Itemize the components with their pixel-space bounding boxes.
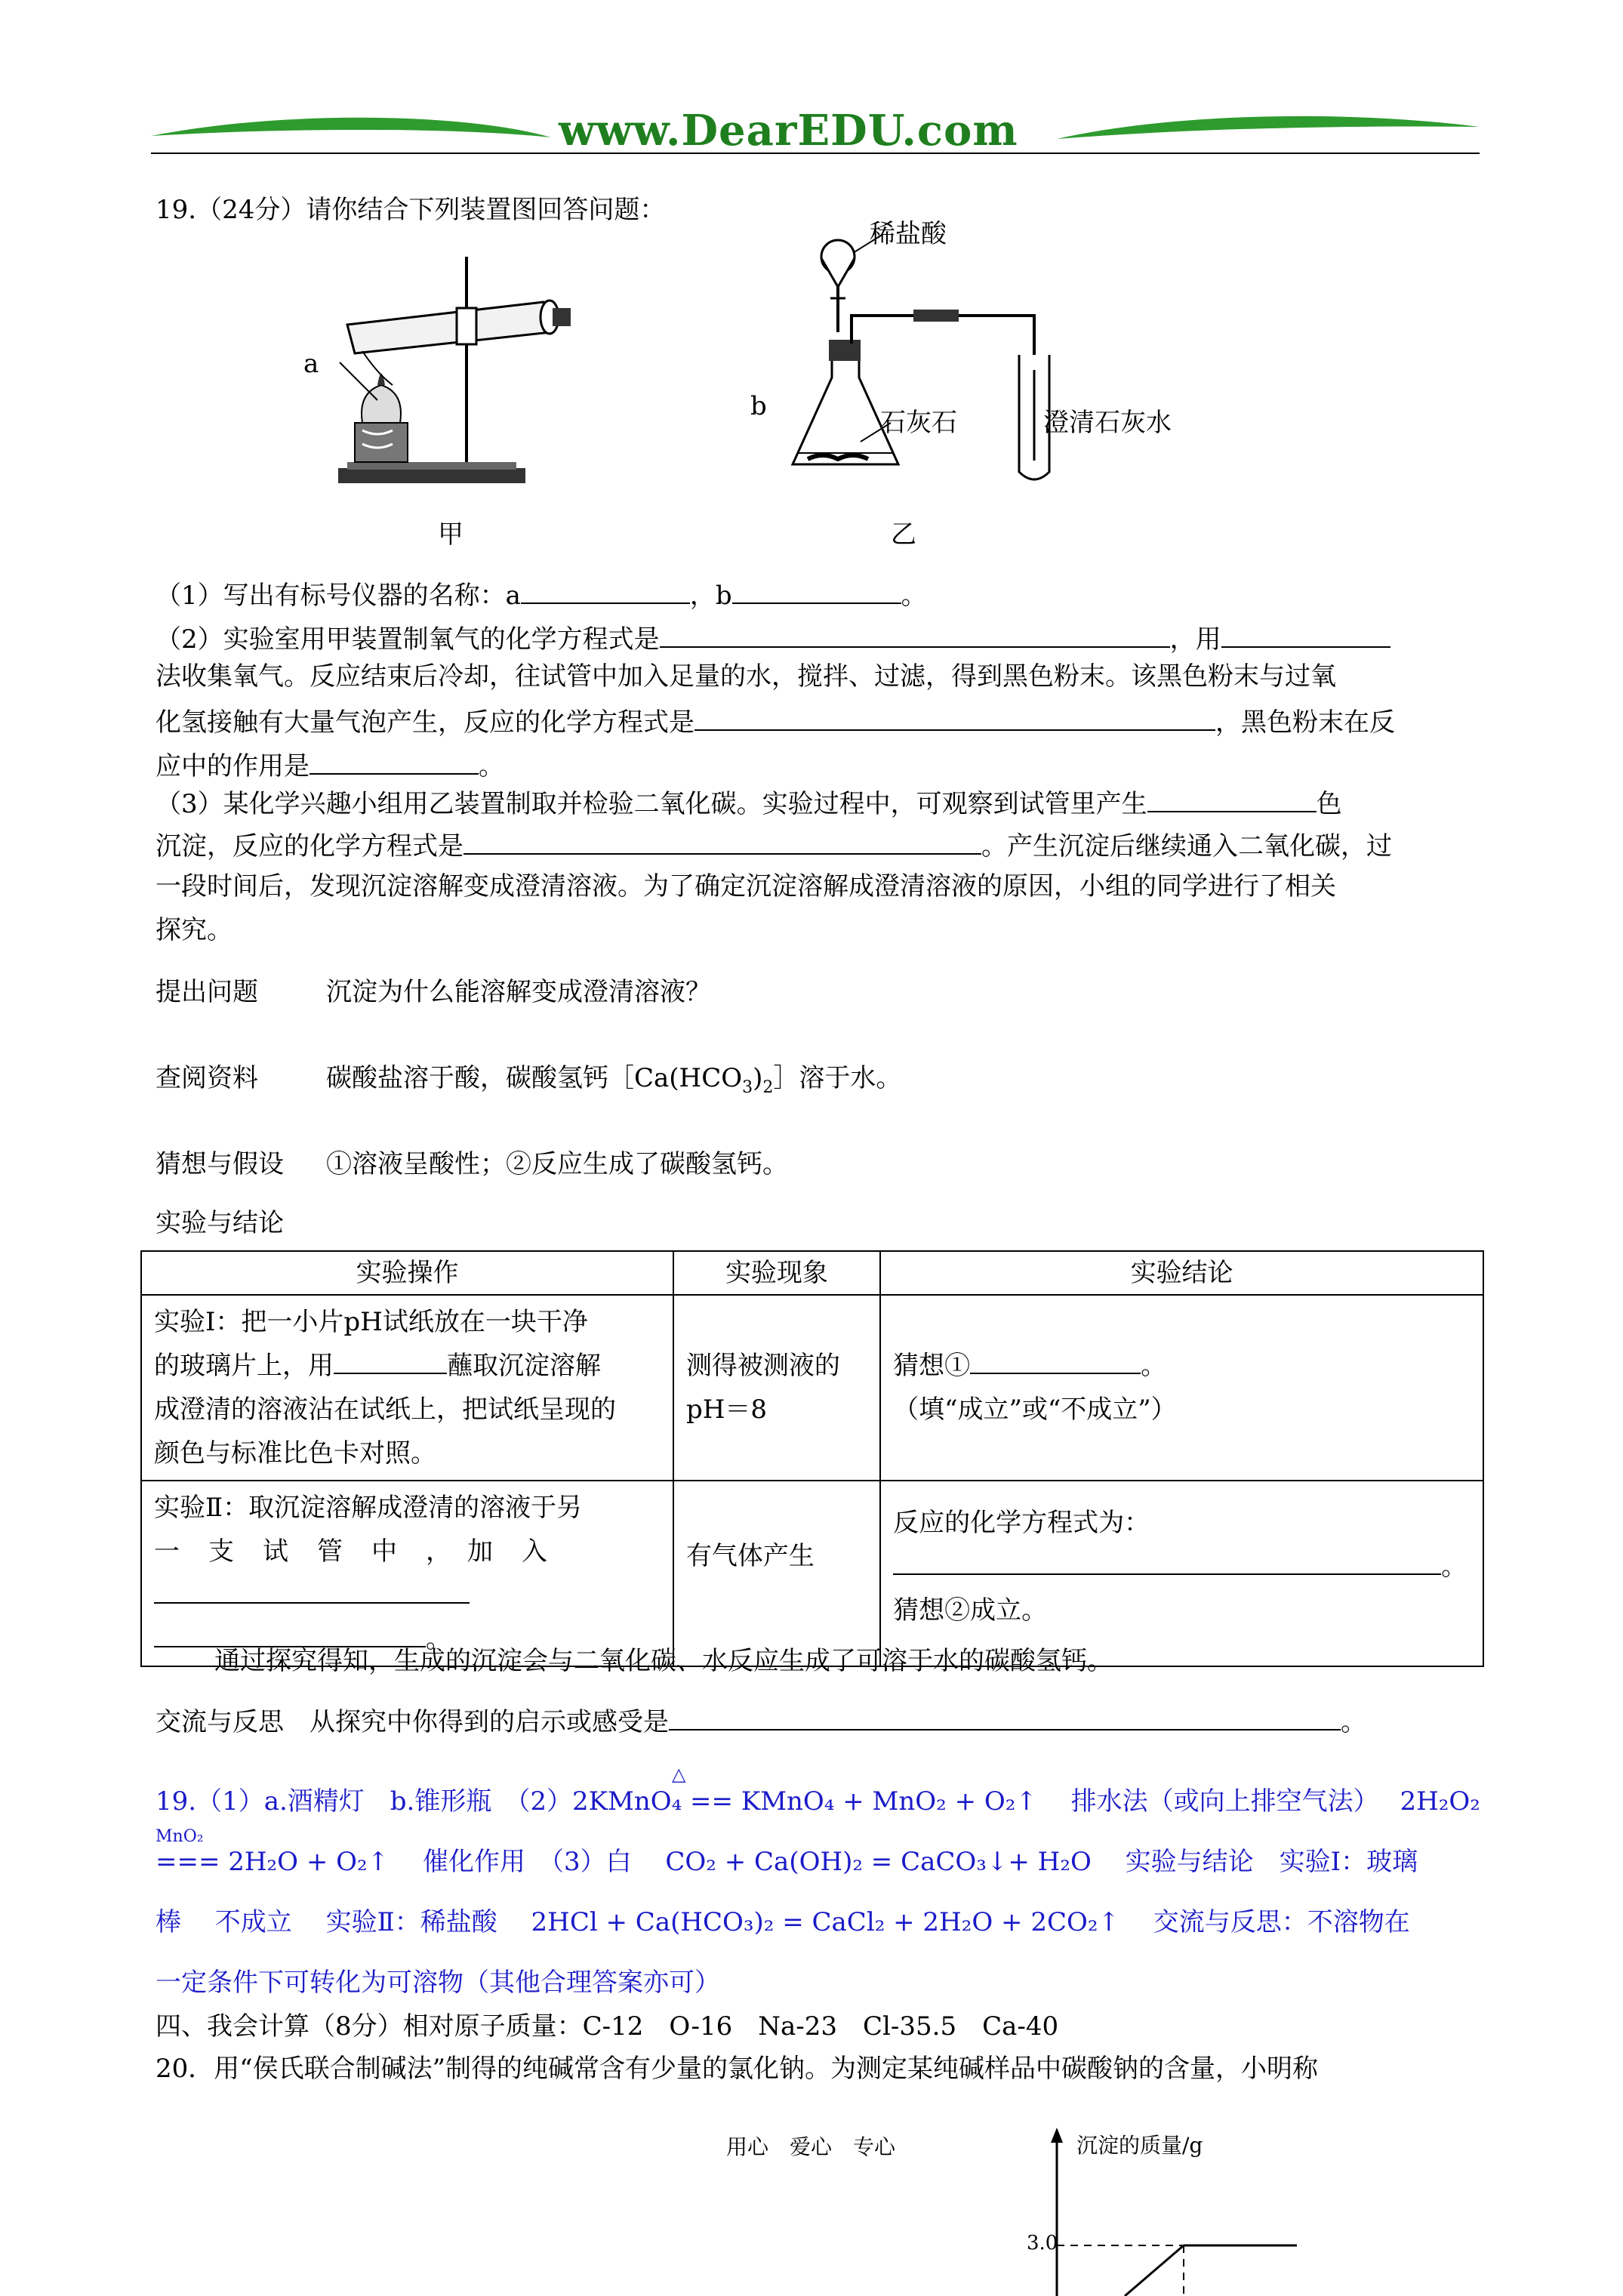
q19-part1: （1）写出有标号仪器的名称：a ，b 。 bbox=[156, 578, 927, 611]
row2-operation: 实验Ⅱ：取沉淀溶解成澄清的溶液于另 一 支 试 管 中 ， 加 入 。 bbox=[141, 1481, 673, 1666]
mno2-mark: MnO₂ bbox=[156, 1827, 204, 1846]
q19-part2-line4: 应中的作用是 。 bbox=[156, 749, 504, 781]
row1-operation: 实验Ⅰ：把一小片pH试纸放在一块干净 的玻璃片上，用 蘸取沉淀溶解 成澄清的溶液沾在试纸上，把试纸呈现的 颜色与标准比色卡对照。 bbox=[141, 1295, 673, 1481]
col-header-phenomenon: 实验现象 bbox=[673, 1251, 880, 1295]
q19-part2-line2: 法收集氧气。反应结束后冷却，往试管中加入足量的水，搅拌、过滤，得到黑色粉末。该黑色粉末与过氧 bbox=[156, 661, 1336, 692]
apparatus-yi bbox=[762, 219, 1110, 498]
label-hcl: 稀盐酸 bbox=[870, 219, 947, 249]
table-row bbox=[141, 1295, 1483, 1481]
col-header-operation: 实验操作 bbox=[141, 1251, 673, 1295]
q19-part3-line3: 一段时间后，发现沉淀溶解变成澄清溶液。为了确定沉淀溶解成澄清溶液的原因，小组的同学进行了相关 bbox=[156, 871, 1336, 901]
label-a: a bbox=[303, 349, 319, 379]
y-axis-arrow bbox=[1051, 2128, 1063, 2143]
blank-h2o2-equation[interactable] bbox=[694, 705, 1215, 731]
blank-collect-method[interactable] bbox=[1221, 622, 1390, 648]
q19-part2-line3: 化氢接触有大量气泡产生，反应的化学方程式是 ，黑色粉末在反 bbox=[156, 705, 1395, 738]
q19-part3-line4: 探究。 bbox=[156, 915, 233, 945]
summary: 通过探究得知，生成的沉淀会与二氧化碳、水反应生成了可溶于水的碳酸氢钙。 bbox=[214, 1646, 1113, 1676]
blank-reflection[interactable] bbox=[669, 1705, 1341, 1730]
blank-hcl-equation[interactable] bbox=[893, 1549, 1441, 1575]
delta-mark: △ bbox=[672, 1764, 686, 1785]
table-header-row bbox=[141, 1251, 1483, 1295]
section4-title: 四、我会计算（8分）相对原子质量：C-12 O-16 Na-23 Cl-35.5 Ca-40 bbox=[156, 2011, 1059, 2042]
label-limestone: 石灰石 bbox=[880, 408, 957, 438]
q19-part2-line1: （2）实验室用甲装置制氧气的化学方程式是 ，用 bbox=[156, 622, 1390, 655]
col-header-conclusion: 实验结论 bbox=[880, 1251, 1483, 1295]
blank-reagent-1[interactable] bbox=[154, 1578, 470, 1604]
answer-line3: 棒 不成立 实验Ⅱ：稀盐酸 2HCl + Ca(HCO₃)₂ = CaCl₂ + 2H₂O + 2CO₂↑ 交流与反思：不溶物在 bbox=[156, 1907, 1410, 1937]
reflect-line: 交流与反思 从探究中你得到的启示或感受是 。 bbox=[156, 1705, 1366, 1737]
ref-label: 查阅资料 bbox=[156, 1063, 258, 1093]
ask-label: 提出问题 bbox=[156, 977, 258, 1007]
label-b: b bbox=[750, 391, 767, 421]
row2-phenomenon: 有气体产生 bbox=[673, 1481, 880, 1666]
apparatus-jia bbox=[302, 242, 589, 498]
blank-guess1[interactable] bbox=[970, 1348, 1141, 1374]
ask-text: 沉淀为什么能溶解变成澄清溶液？ bbox=[326, 977, 711, 1007]
blank-o2-equation[interactable] bbox=[660, 622, 1170, 648]
blank-role[interactable] bbox=[310, 749, 479, 775]
blank-color[interactable] bbox=[1147, 787, 1317, 812]
ref-text: 碳酸盐溶于酸，碳酸氢钙$[Ca(HCO_3)_2]$溶于水。 bbox=[326, 1063, 902, 1097]
answer-line2: === 2H₂O + O₂↑ 催化作用 （3）白 CO₂ + Ca(OH)₂ = CaCO₃↓+ H₂O 实验与结论 实验Ⅰ：玻璃 bbox=[156, 1847, 1418, 1877]
chart-ylabel: 沉淀的质量/g bbox=[1076, 2133, 1203, 2158]
guess-label: 猜想与假设 bbox=[156, 1149, 284, 1179]
blank-co2-equation[interactable] bbox=[463, 829, 981, 855]
table-row bbox=[141, 1481, 1483, 1666]
blank-a[interactable] bbox=[521, 578, 690, 604]
answer-line4: 一定条件下可转化为可溶物（其他合理答案亦可） bbox=[156, 1968, 720, 1998]
label-limewater: 澄清石灰水 bbox=[1043, 408, 1172, 438]
row2-conclusion: 反应的化学方程式为： 。 猜想②成立。 bbox=[880, 1481, 1483, 1666]
question20: 20．用“侯氏联合制碱法”制得的纯碱常含有少量的氯化钠。为测定某纯碱样品中碳酸钠的含量，小明称 bbox=[156, 2054, 1319, 2084]
label-jia: 甲 bbox=[438, 519, 463, 550]
guess-text: ①溶液呈酸性；②反应生成了碳酸氢钙。 bbox=[326, 1149, 788, 1179]
blank-b[interactable] bbox=[732, 578, 901, 604]
site-logo: www.DearEDU.com bbox=[559, 106, 1018, 156]
experiment-table bbox=[140, 1250, 1484, 1667]
blank-reagent-2[interactable] bbox=[154, 1622, 426, 1647]
series-line-rise bbox=[1125, 2245, 1184, 2296]
chart-tick-label: 3.0 bbox=[1027, 2232, 1058, 2254]
experiment-title: 实验与结论 bbox=[156, 1208, 284, 1238]
q19-title: 19.（24分）请你结合下列装置图回答问题： bbox=[156, 195, 666, 225]
q19-part3-line2: 沉淀，反应的化学方程式是 。产生沉淀后继续通入二氧化碳，过 bbox=[156, 829, 1392, 861]
footer-text: 用心 爱心 专心 bbox=[726, 2134, 896, 2159]
row1-phenomenon: 测得被测液的 pH＝8 bbox=[673, 1295, 880, 1481]
row1-conclusion: 猜想① 。 （填“成立”或“不成立”） bbox=[880, 1295, 1483, 1481]
blank-tool[interactable] bbox=[334, 1348, 447, 1374]
label-yi: 乙 bbox=[891, 519, 916, 550]
answer-line1: 19.（1）a.酒精灯 b.锥形瓶 （2）2KMnO₄ == KMnO₄ + MnO₂ + O₂↑ 排水法（或向上排空气法） 2H₂O₂ bbox=[156, 1786, 1480, 1817]
q19-part3-line1: （3）某化学兴趣小组用乙装置制取并检验二氧化碳。实验过程中，可观察到试管里产生 色 bbox=[156, 787, 1342, 819]
